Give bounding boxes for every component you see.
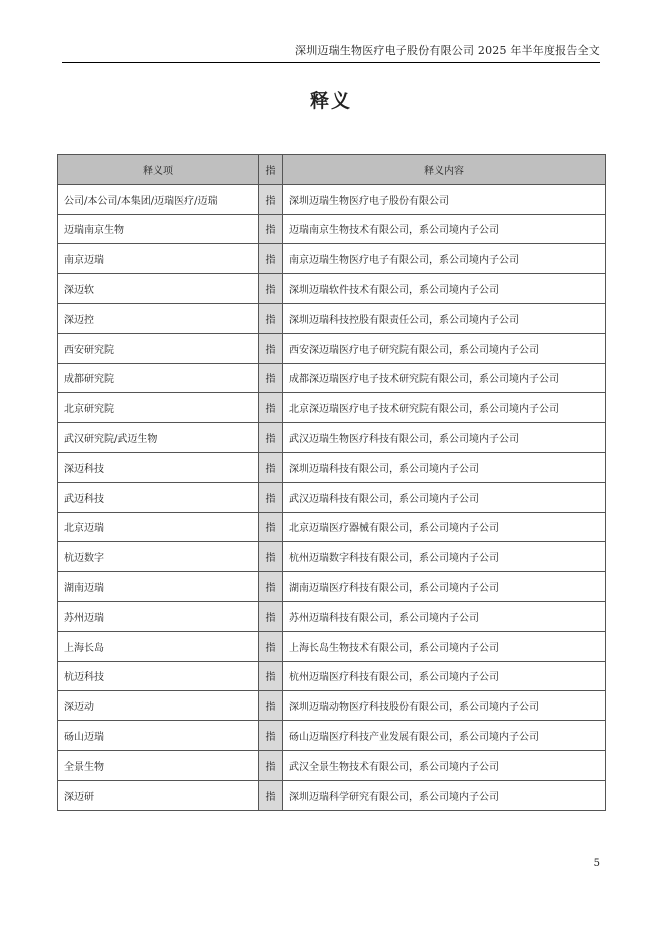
row-definition: 深圳迈瑞软件技术有限公司，系公司境内子公司 xyxy=(283,274,606,304)
table-row xyxy=(58,452,606,482)
column-header-term: 释义项 xyxy=(58,155,259,185)
row-refers: 指 xyxy=(259,721,283,751)
row-refers: 指 xyxy=(259,333,283,363)
row-definition: 成都深迈瑞医疗电子技术研究院有限公司，系公司境内子公司 xyxy=(283,363,606,393)
row-refers: 指 xyxy=(259,750,283,780)
row-term: 全景生物 xyxy=(58,750,259,780)
table-row xyxy=(58,333,606,363)
row-refers: 指 xyxy=(259,303,283,333)
column-header-definition: 释义内容 xyxy=(283,155,606,185)
row-refers: 指 xyxy=(259,691,283,721)
header-divider xyxy=(62,62,600,63)
table-row xyxy=(58,363,606,393)
row-term: 深迈科技 xyxy=(58,452,259,482)
row-refers: 指 xyxy=(259,661,283,691)
row-definition: 西安深迈瑞医疗电子研究院有限公司，系公司境内子公司 xyxy=(283,333,606,363)
row-refers: 指 xyxy=(259,214,283,244)
row-definition: 南京迈瑞生物医疗电子有限公司，系公司境内子公司 xyxy=(283,244,606,274)
row-definition: 深圳迈瑞科技有限公司，系公司境内子公司 xyxy=(283,452,606,482)
table-row xyxy=(58,572,606,602)
table-header-row xyxy=(58,155,606,185)
row-definition: 杭州迈瑞医疗科技有限公司，系公司境内子公司 xyxy=(283,661,606,691)
row-definition: 杭州迈瑞数字科技有限公司，系公司境内子公司 xyxy=(283,542,606,572)
table-row xyxy=(58,482,606,512)
row-term: 砀山迈瑞 xyxy=(58,721,259,751)
row-refers: 指 xyxy=(259,452,283,482)
table-row xyxy=(58,631,606,661)
row-definition: 武汉迈瑞科技有限公司，系公司境内子公司 xyxy=(283,482,606,512)
row-term: 湖南迈瑞 xyxy=(58,572,259,602)
table-row xyxy=(58,780,606,810)
row-refers: 指 xyxy=(259,542,283,572)
row-refers: 指 xyxy=(259,184,283,214)
page-number: 5 xyxy=(593,858,600,869)
row-refers: 指 xyxy=(259,274,283,304)
row-term: 武迈科技 xyxy=(58,482,259,512)
row-term: 迈瑞南京生物 xyxy=(58,214,259,244)
row-refers: 指 xyxy=(259,572,283,602)
row-term: 上海长岛 xyxy=(58,631,259,661)
row-definition: 砀山迈瑞医疗科技产业发展有限公司，系公司境内子公司 xyxy=(283,721,606,751)
row-term: 杭迈数字 xyxy=(58,542,259,572)
row-definition: 深圳迈瑞生物医疗电子股份有限公司 xyxy=(283,184,606,214)
table-row xyxy=(58,393,606,423)
row-term: 苏州迈瑞 xyxy=(58,601,259,631)
page-title: 释义 xyxy=(309,90,352,112)
row-term: 北京研究院 xyxy=(58,393,259,423)
table-row xyxy=(58,542,606,572)
row-definition: 武汉全景生物技术有限公司，系公司境内子公司 xyxy=(283,750,606,780)
row-refers: 指 xyxy=(259,393,283,423)
row-term: 深迈控 xyxy=(58,303,259,333)
row-term: 北京迈瑞 xyxy=(58,512,259,542)
table-row xyxy=(58,721,606,751)
row-term: 成都研究院 xyxy=(58,363,259,393)
definitions-table xyxy=(57,154,606,811)
row-definition: 上海长岛生物技术有限公司，系公司境内子公司 xyxy=(283,631,606,661)
row-term: 公司/本公司/本集团/迈瑞医疗/迈瑞 xyxy=(58,184,259,214)
row-refers: 指 xyxy=(259,601,283,631)
column-header-refers: 指 xyxy=(259,155,283,185)
table-row xyxy=(58,244,606,274)
table-row xyxy=(58,184,606,214)
row-term: 深迈动 xyxy=(58,691,259,721)
row-definition: 苏州迈瑞科技有限公司，系公司境内子公司 xyxy=(283,601,606,631)
row-definition: 湖南迈瑞医疗科技有限公司，系公司境内子公司 xyxy=(283,572,606,602)
row-refers: 指 xyxy=(259,482,283,512)
row-definition: 北京迈瑞医疗器械有限公司，系公司境内子公司 xyxy=(283,512,606,542)
row-term: 杭迈科技 xyxy=(58,661,259,691)
table-row xyxy=(58,214,606,244)
row-refers: 指 xyxy=(259,512,283,542)
row-definition: 深圳迈瑞科技控股有限责任公司，系公司境内子公司 xyxy=(283,303,606,333)
row-term: 南京迈瑞 xyxy=(58,244,259,274)
row-term: 西安研究院 xyxy=(58,333,259,363)
page-header: 深圳迈瑞生物医疗电子股份有限公司 2025 年半年度报告全文 xyxy=(295,44,600,57)
row-definition: 迈瑞南京生物技术有限公司，系公司境内子公司 xyxy=(283,214,606,244)
table-row xyxy=(58,601,606,631)
table-row xyxy=(58,750,606,780)
row-term: 深迈软 xyxy=(58,274,259,304)
table-row xyxy=(58,274,606,304)
row-refers: 指 xyxy=(259,244,283,274)
table-row xyxy=(58,303,606,333)
table-row xyxy=(58,512,606,542)
row-refers: 指 xyxy=(259,423,283,453)
row-definition: 深圳迈瑞动物医疗科技股份有限公司，系公司境内子公司 xyxy=(283,691,606,721)
row-refers: 指 xyxy=(259,780,283,810)
row-definition: 深圳迈瑞科学研究有限公司，系公司境内子公司 xyxy=(283,780,606,810)
table-row xyxy=(58,423,606,453)
table-row xyxy=(58,661,606,691)
row-definition: 武汉迈瑞生物医疗科技有限公司，系公司境内子公司 xyxy=(283,423,606,453)
table-row xyxy=(58,691,606,721)
row-definition: 北京深迈瑞医疗电子技术研究院有限公司，系公司境内子公司 xyxy=(283,393,606,423)
row-refers: 指 xyxy=(259,631,283,661)
row-refers: 指 xyxy=(259,363,283,393)
row-term: 武汉研究院/武迈生物 xyxy=(58,423,259,453)
row-term: 深迈研 xyxy=(58,780,259,810)
